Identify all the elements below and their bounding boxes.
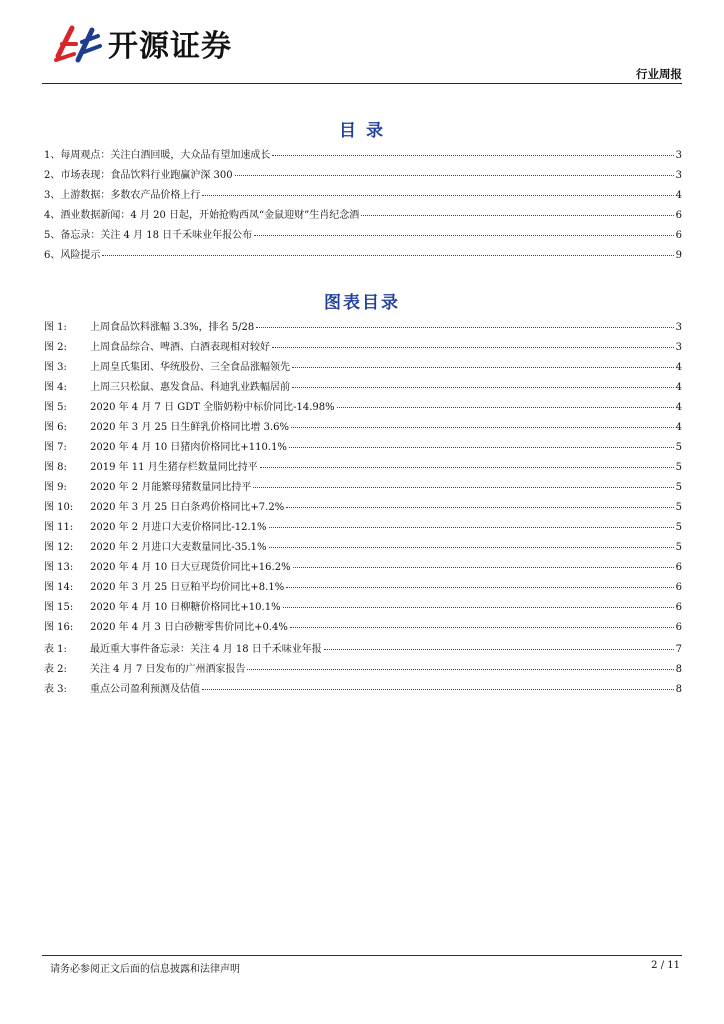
figure-entry-label: 2020 年 3 月 25 日白条鸡价格同比+7.2% bbox=[90, 502, 285, 513]
figure-entry-page: 3 bbox=[675, 342, 682, 353]
figure-entry[interactable] bbox=[44, 458, 682, 478]
figure-entry-page: 4 bbox=[675, 382, 682, 393]
figure-entry-label: 2020 年 2 月能繁母猪数量同比持平 bbox=[90, 482, 252, 493]
figure-entry-label: 2020 年 3 月 25 日生鲜乳价格同比增 3.6% bbox=[90, 422, 290, 433]
table-entry-page: 7 bbox=[675, 644, 682, 655]
toc-entry[interactable] bbox=[44, 186, 682, 206]
dot-leader bbox=[292, 387, 674, 388]
table-entry-number: 表 3: bbox=[44, 684, 67, 695]
toc-entry-page: 4 bbox=[675, 190, 682, 201]
kaiyuan-logo-mark-icon bbox=[52, 20, 104, 66]
dot-leader bbox=[269, 527, 674, 528]
dot-leader bbox=[102, 255, 673, 256]
toc-entry-page: 6 bbox=[675, 210, 682, 221]
dot-leader bbox=[272, 347, 674, 348]
table-entry-label: 关注 4 月 7 日发布的广州酒家报告 bbox=[90, 664, 246, 675]
figure-entry-page: 5 bbox=[675, 482, 682, 493]
figure-entry-number: 图 5: bbox=[44, 402, 67, 413]
table-entry-label: 重点公司盈利预测及估值 bbox=[90, 684, 200, 695]
table-entry-page: 8 bbox=[675, 684, 682, 695]
toc-entry[interactable] bbox=[44, 206, 682, 226]
figure-entry-label: 2020 年 2 月进口大麦价格同比-12.1% bbox=[90, 522, 267, 533]
figure-entry-number: 图 16: bbox=[44, 622, 74, 633]
report-type-label: 行业周报 bbox=[636, 67, 682, 81]
toc-entry-page: 6 bbox=[675, 230, 682, 241]
table-entry-page: 8 bbox=[675, 664, 682, 675]
toc-entry-label: 1、每周观点：关注白酒回暖，大众品有望加速成长 bbox=[44, 150, 271, 161]
figure-entry[interactable] bbox=[44, 558, 682, 578]
dot-leader bbox=[291, 427, 674, 428]
figure-entry-label: 上周三只松鼠、惠发食品、科迪乳业跌幅居前 bbox=[90, 382, 290, 393]
figure-entry-page: 4 bbox=[675, 402, 682, 413]
table-entry[interactable] bbox=[44, 660, 682, 680]
page-indicator: 2 / 11 bbox=[651, 960, 680, 971]
dot-leader bbox=[337, 407, 674, 408]
dot-leader bbox=[235, 175, 674, 176]
figure-entry[interactable] bbox=[44, 598, 682, 618]
dot-leader bbox=[269, 547, 674, 548]
figure-entry-number: 图 8: bbox=[44, 462, 67, 473]
figure-entry-number: 图 15: bbox=[44, 602, 74, 613]
dot-leader bbox=[253, 487, 673, 488]
figure-entry-number: 图 11: bbox=[44, 522, 74, 533]
figure-entry[interactable] bbox=[44, 398, 682, 418]
brand-logo bbox=[52, 18, 232, 68]
figure-entry-page: 5 bbox=[675, 522, 682, 533]
table-entry-number: 表 1: bbox=[44, 644, 67, 655]
figure-entry-label: 2020 年 2 月进口大麦数量同比-35.1% bbox=[90, 542, 267, 553]
figure-entry[interactable] bbox=[44, 578, 682, 598]
dot-leader bbox=[286, 587, 673, 588]
figure-entry[interactable] bbox=[44, 318, 682, 338]
table-entry-label: 最近重大事件备忘录：关注 4 月 18 日千禾味业年报 bbox=[90, 644, 322, 655]
figure-entry-label: 2019 年 11 月生猪存栏数量同比持平 bbox=[90, 462, 258, 473]
figure-entry-number: 图 14: bbox=[44, 582, 74, 593]
dot-leader bbox=[286, 507, 673, 508]
header-rule bbox=[42, 83, 682, 84]
figure-entry-number: 图 6: bbox=[44, 422, 67, 433]
figure-entry-label: 2020 年 4 月 10 日柳糖价格同比+10.1% bbox=[90, 602, 281, 613]
table-entry[interactable] bbox=[44, 640, 682, 660]
toc-entry[interactable] bbox=[44, 226, 682, 246]
figure-entry-number: 图 3: bbox=[44, 362, 67, 373]
figure-entry-number: 图 9: bbox=[44, 482, 67, 493]
table-entry[interactable] bbox=[44, 680, 682, 700]
figures-title: 图表目录 bbox=[324, 293, 400, 313]
dot-leader bbox=[324, 649, 674, 650]
figure-entry-page: 6 bbox=[675, 562, 682, 573]
toc-entry-label: 3、上游数据：多数农产品价格上行 bbox=[44, 190, 201, 201]
dot-leader bbox=[260, 467, 674, 468]
figure-entry[interactable] bbox=[44, 378, 682, 398]
dot-leader bbox=[247, 669, 673, 670]
figure-entry-number: 图 13: bbox=[44, 562, 74, 573]
figure-entry-number: 图 4: bbox=[44, 382, 67, 393]
figure-entry[interactable] bbox=[44, 418, 682, 438]
toc-list bbox=[44, 146, 682, 266]
figure-entry-page: 5 bbox=[675, 442, 682, 453]
toc-title: 目 录 bbox=[339, 121, 385, 141]
figure-entry-page: 4 bbox=[675, 362, 682, 373]
figure-entry-number: 图 2: bbox=[44, 342, 67, 353]
toc-entry-page: 3 bbox=[675, 150, 682, 161]
figure-entry-label: 2020 年 4 月 10 日猪肉价格同比+110.1% bbox=[90, 442, 287, 453]
figure-entry-number: 图 1: bbox=[44, 322, 67, 333]
dot-leader bbox=[256, 327, 673, 328]
figure-entry-label: 2020 年 3 月 25 日豆粕平均价同比+8.1% bbox=[90, 582, 285, 593]
dot-leader bbox=[292, 367, 674, 368]
figure-entry-page: 5 bbox=[675, 462, 682, 473]
figure-entry[interactable] bbox=[44, 478, 682, 498]
dot-leader bbox=[361, 215, 673, 216]
toc-entry[interactable] bbox=[44, 166, 682, 186]
figure-entry-number: 图 12: bbox=[44, 542, 74, 553]
figure-entry[interactable] bbox=[44, 358, 682, 378]
figure-list bbox=[44, 318, 682, 638]
toc-entry-page: 9 bbox=[675, 250, 682, 261]
figure-entry-label: 2020 年 4 月 3 日白砂糖零售价同比+0.4% bbox=[90, 622, 288, 633]
figure-entry-number: 图 10: bbox=[44, 502, 74, 513]
dot-leader bbox=[290, 627, 674, 628]
dot-leader bbox=[202, 689, 674, 690]
brand-name: 开源证券 bbox=[108, 29, 232, 64]
dot-leader bbox=[254, 235, 673, 236]
dot-leader bbox=[283, 607, 674, 608]
toc-entry[interactable] bbox=[44, 246, 682, 266]
figure-entry-number: 图 7: bbox=[44, 442, 67, 453]
figure-entry-label: 2020 年 4 月 7 日 GDT 全脂奶粉中标价同比-14.98% bbox=[90, 402, 335, 413]
figure-entry[interactable] bbox=[44, 518, 682, 538]
figure-entry-page: 5 bbox=[675, 542, 682, 553]
dot-leader bbox=[202, 195, 673, 196]
table-entry-number: 表 2: bbox=[44, 664, 67, 675]
figure-entry[interactable] bbox=[44, 498, 682, 518]
figure-entry-label: 上周皇氏集团、华统股份、三全食品涨幅领先 bbox=[90, 362, 290, 373]
table-list bbox=[44, 640, 682, 700]
figure-entry-label: 2020 年 4 月 10 日大豆现货价同比+16.2% bbox=[90, 562, 291, 573]
toc-entry-label: 2、市场表现：食品饮料行业跑赢沪深 300 bbox=[44, 170, 233, 181]
footer-disclaimer: 请务必参阅正文后面的信息披露和法律声明 bbox=[50, 964, 240, 975]
dot-leader bbox=[289, 447, 674, 448]
dot-leader bbox=[293, 567, 674, 568]
figure-entry-label: 上周食品饮料涨幅 3.3%，排名 5/28 bbox=[90, 322, 255, 333]
figure-entry[interactable] bbox=[44, 438, 682, 458]
footer-rule bbox=[42, 955, 682, 956]
figure-entry-label: 上周食品综合、啤酒、白酒表现相对较好 bbox=[90, 342, 270, 353]
toc-entry-label: 4、酒业数据新闻：4 月 20 日起，开始抢购西凤“金鼠迎财”生肖纪念酒 bbox=[44, 210, 360, 221]
figure-entry[interactable] bbox=[44, 538, 682, 558]
figure-entry-page: 6 bbox=[675, 602, 682, 613]
figure-entry[interactable] bbox=[44, 618, 682, 638]
dot-leader bbox=[272, 155, 673, 156]
figure-entry-page: 6 bbox=[675, 582, 682, 593]
figure-entry-page: 6 bbox=[675, 622, 682, 633]
figure-entry[interactable] bbox=[44, 338, 682, 358]
figure-entry-page: 4 bbox=[675, 422, 682, 433]
toc-entry-label: 6、风险提示 bbox=[44, 250, 101, 261]
toc-entry[interactable] bbox=[44, 146, 682, 166]
figure-entry-page: 5 bbox=[675, 502, 682, 513]
toc-entry-page: 3 bbox=[675, 170, 682, 181]
figure-entry-page: 3 bbox=[675, 322, 682, 333]
toc-entry-label: 5、备忘录：关注 4 月 18 日千禾味业年报公布 bbox=[44, 230, 253, 241]
